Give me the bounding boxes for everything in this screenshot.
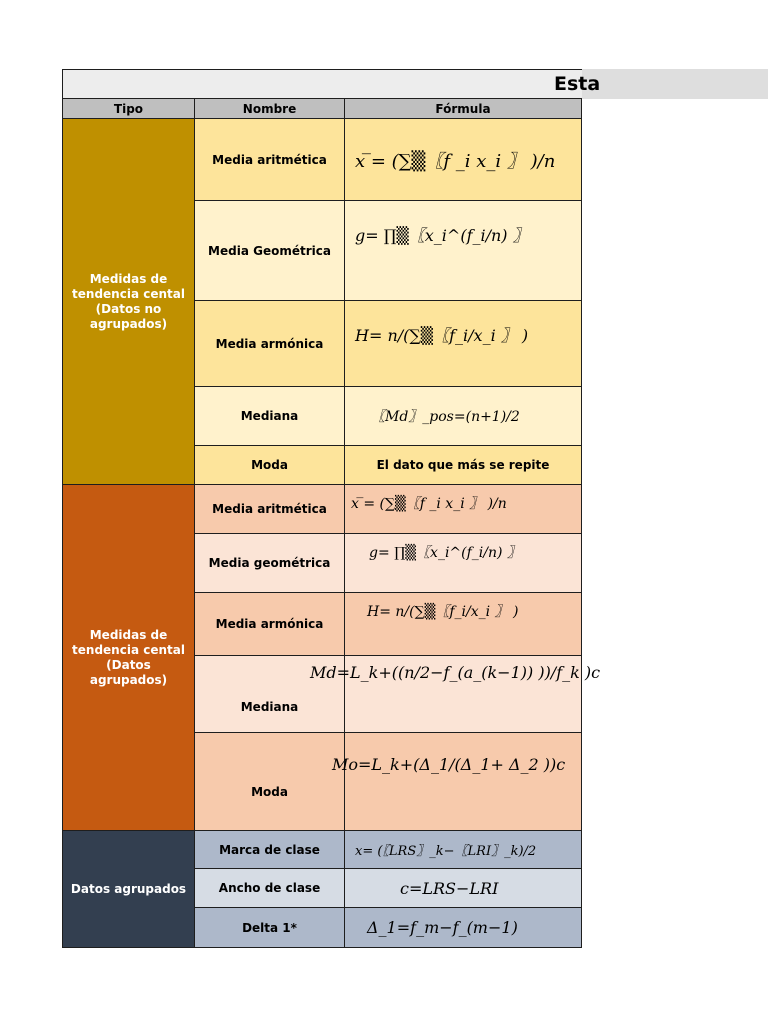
nombre-cell[interactable]: Moda xyxy=(195,446,345,485)
header-formula[interactable]: Fórmula xyxy=(345,99,582,119)
formula-moda-text: Mo=L_k+(Δ_1/(Δ_1+ Δ_2 ))c xyxy=(332,755,566,774)
nombre-cell[interactable]: Media aritmética xyxy=(195,119,345,201)
tipo-cell-group-3[interactable]: Datos agrupados xyxy=(62,831,195,948)
nombre-cell[interactable]: Media aritmética xyxy=(195,485,345,534)
nombre-cell[interactable]: Moda xyxy=(195,733,345,831)
nombre-cell[interactable]: Delta 1* xyxy=(195,908,345,948)
nombre-cell[interactable]: Media geométrica xyxy=(195,534,345,593)
nombre-cell[interactable]: Ancho de clase xyxy=(195,869,345,908)
formula-cell[interactable]: 〖Md〗_pos=(n+1)/2 xyxy=(345,387,582,446)
formula-cell[interactable]: x ̅= (∑▒〖f _i x_i 〗 )/n xyxy=(345,485,582,534)
formula-cell[interactable]: H= n/(∑▒〖f_i/x_i 〗 ) xyxy=(345,593,582,656)
formula-cell[interactable]: x= (〖LRS〗_k−〖LRI〗_k)/2 xyxy=(345,831,582,869)
title-band xyxy=(582,69,768,99)
formula-cell[interactable]: c=LRS−LRI xyxy=(345,869,582,908)
spreadsheet-table xyxy=(62,69,601,948)
formula-cell-text[interactable]: El dato que más se repite xyxy=(345,446,582,485)
sheet-title: Esta xyxy=(554,73,601,95)
formula-cell[interactable]: Δ_1=f_m−f_(m−1) xyxy=(345,908,582,948)
formula-cell[interactable]: x ̅= (∑▒〖f _i x_i 〗 )/n xyxy=(345,119,582,201)
nombre-cell[interactable]: Media Geométrica xyxy=(195,201,345,301)
nombre-cell[interactable]: Marca de clase xyxy=(195,831,345,869)
header-tipo[interactable]: Tipo xyxy=(62,99,195,119)
formula-cell[interactable]: g= ∏▒〖x_i^(f_i/n) 〗 xyxy=(345,534,582,593)
nombre-cell[interactable]: Media armónica xyxy=(195,593,345,656)
formula-cell[interactable]: H= n/(∑▒〖f_i/x_i 〗 ) xyxy=(345,301,582,387)
nombre-cell[interactable]: Media armónica xyxy=(195,301,345,387)
formula-mediana-text: Md=L_k+((n/2−f_(a_(k−1)) ))/f_k )c xyxy=(310,663,601,682)
header-nombre[interactable]: Nombre xyxy=(195,99,345,119)
formula-cell[interactable]: g= ∏▒〖x_i^(f_i/n) 〗 xyxy=(345,201,582,301)
nombre-cell[interactable]: Mediana xyxy=(195,387,345,446)
tipo-cell-group-1[interactable]: Medidas de tendencia cental (Datos no agrupados) xyxy=(62,119,195,485)
nombre-cell[interactable]: Mediana xyxy=(195,656,345,733)
tipo-cell-group-2[interactable]: Medidas de tendencia cental (Datos agrupados) xyxy=(62,485,195,831)
formula-cell-moda[interactable] xyxy=(345,733,582,831)
